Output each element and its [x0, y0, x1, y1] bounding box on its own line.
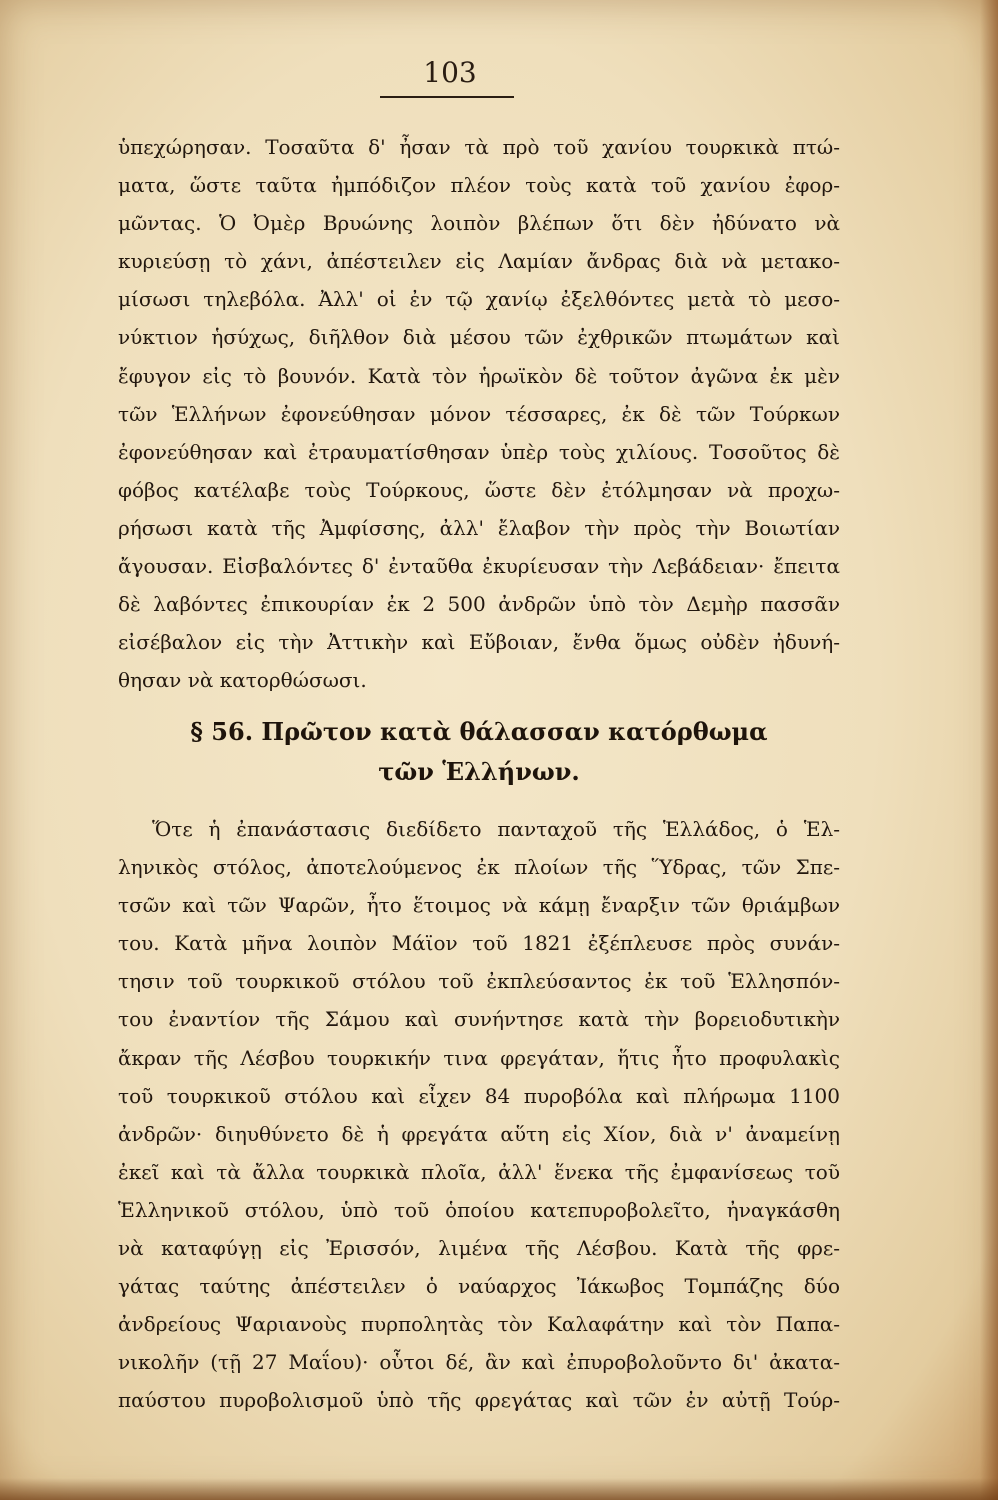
text-line: Ὅτε ἡ ἐπανάστασις διεδίδετο πανταχοῦ τῆς Ἑλλάδος, ὁ Ἑλ-: [152, 817, 840, 841]
page-bottom-shadow: [0, 1478, 998, 1500]
text-line: του. Κατὰ μῆνα λοιπὸν Μάϊον τοῦ 1821 ἐξέπλευσε πρὸς συνάν-: [118, 931, 840, 956]
text-line: εἰσέβαλον εἰς τὴν Ἀττικὴν καὶ Εὔβοιαν, ἔνθα ὅμως οὐδὲν ἠδυνή-: [118, 630, 840, 655]
text-line: ἐφονεύθησαν καὶ ἐτραυματίσθησαν ὑπὲρ τοὺς χιλίους. Τοσοῦτος δὲ: [118, 439, 840, 464]
text-line: παύστου πυροβολισμοῦ ὑπὸ τῆς φρεγάτας καὶ τῶν ἐν αὐτῇ Τούρ-: [118, 1388, 840, 1413]
page-number-rule: [380, 96, 514, 98]
text-line: ὑπεχώρησαν. Τοσαῦτα δ' ἦσαν τὰ πρὸ τοῦ χανίου τουρκικὰ πτώ-: [118, 135, 840, 159]
text-line: Ἑλληνικοῦ στόλου, ὑπὸ τοῦ ὁποίου κατεπυροβολεῖτο, ἠναγκάσθη: [118, 1197, 840, 1222]
text-line: ληνικὸς στόλος, ἀποτελούμενος ἐκ πλοίων τῆς Ὕδρας, τῶν Σπε-: [118, 855, 840, 880]
text-line: του ἐναντίον τῆς Σάμου καὶ συνήντησε κατὰ τὴν βορειοδυτικὴν: [118, 1007, 840, 1032]
text-line: νὰ καταφύγῃ εἰς Ἐρισσόν, λιμένα τῆς Λέσβου. Κατὰ τῆς φρε-: [118, 1236, 840, 1261]
text-line: μίσωσι τηλεβόλα. Ἀλλ' οἱ ἐν τῷ χανίῳ ἐξελθόντες μετὰ τὸ μεσο-: [118, 287, 840, 312]
text-line: τσῶν καὶ τῶν Ψαρῶν, ἦτο ἕτοιμος νὰ κάμῃ ἔναρξιν τῶν θριάμβων: [118, 893, 840, 918]
section-heading-line: § 56. Πρῶτον κατὰ θάλασσαν κατόρθωμα: [190, 717, 768, 746]
text-line: ἐκεῖ καὶ τὰ ἄλλα τουρκικὰ πλοῖα, ἀλλ' ἕνεκα τῆς ἐμφανίσεως τοῦ: [118, 1159, 840, 1184]
text-line: τοῦ τουρκικοῦ στόλου καὶ εἶχεν 84 πυροβόλα καὶ πλήρωμα 1100: [118, 1083, 840, 1108]
text-line: ἔφυγον εἰς τὸ βουνόν. Κατὰ τὸν ἡρωϊκὸν δὲ τοῦτον ἀγῶνα ἐκ μὲν: [118, 363, 840, 388]
page-number: 103: [423, 56, 477, 89]
text-line: ἄγουσαν. Εἰσβαλόντες δ' ἐνταῦθα ἐκυρίευσαν τὴν Λεβάδειαν· ἔπειτα: [118, 554, 840, 579]
text-line: ρήσωσι κατὰ τῆς Ἀμφίσσης, ἀλλ' ἔλαβον τὴν πρὸς τὴν Βοιωτίαν: [118, 515, 840, 540]
text-line: μῶντας. Ὁ Ὀμὲρ Βρυώνης λοιπὸν βλέπων ὅτι δὲν ἠδύνατο νὰ: [118, 211, 840, 236]
text-line: δὲ λαβόντες ἐπικουρίαν ἐκ 2 500 ἀνδρῶν ὑπὸ τὸν Δεμὴρ πασσᾶν: [118, 592, 840, 617]
text-line: θησαν νὰ κατορθώσωσι.: [118, 668, 367, 693]
text-line: κυριεύσῃ τὸ χάνι, ἀπέστειλεν εἰς Λαμίαν ἄνδρας διὰ νὰ μετακο-: [118, 249, 840, 274]
paragraph-section-56: [118, 810, 840, 1420]
text-line: ἄκραν τῆς Λέσβου τουρκικήν τινα φρεγάταν, ἥτις ἦτο προφυλακὶς: [118, 1045, 840, 1070]
page-edge-shadow: [980, 0, 998, 1500]
section-heading: [118, 712, 840, 792]
text-line: νύκτιον ἡσύχως, διῆλθον διὰ μέσου τῶν ἐχθρικῶν πτωμάτων καὶ: [118, 325, 840, 350]
text-line: νικολῆν (τῇ 27 Μαΐου)· οὗτοι δέ, ἂν καὶ ἐπυροβολοῦντο δι' ἀκατα-: [118, 1350, 840, 1375]
text-line: τησιν τοῦ τουρκικοῦ στόλου τοῦ ἐκπλεύσαντος ἐκ τοῦ Ἑλλησπόν-: [118, 969, 840, 994]
text-line: ἀνδρῶν· διηυθύνετο δὲ ἡ φρεγάτα αὕτη εἰς Χίον, διὰ ν' ἀναμείνῃ: [118, 1121, 840, 1146]
text-line: φόβος κατέλαβε τοὺς Τούρκους, ὥστε δὲν ἐτόλμησαν νὰ προχω-: [118, 477, 840, 502]
text-line: ματα, ὥστε ταῦτα ἠμπόδιζον πλέον τοὺς κατὰ τοῦ χανίου ἐφορ-: [118, 173, 840, 198]
text-line: τῶν Ἑλλήνων ἐφονεύθησαν μόνον τέσσαρες, ἐκ δὲ τῶν Τούρκων: [118, 401, 840, 426]
text-line: ἀνδρείους Ψαριανοὺς πυρπολητὰς τὸν Καλαφάτην καὶ τὸν Παπα-: [118, 1312, 840, 1337]
text-line: γάτας ταύτης ἀπέστειλεν ὁ ναύαρχος Ἰάκωβος Τομπάζης δύο: [118, 1274, 840, 1299]
section-heading-line: τῶν Ἑλλήνων.: [378, 757, 580, 786]
paragraph-continuation: [118, 128, 840, 699]
